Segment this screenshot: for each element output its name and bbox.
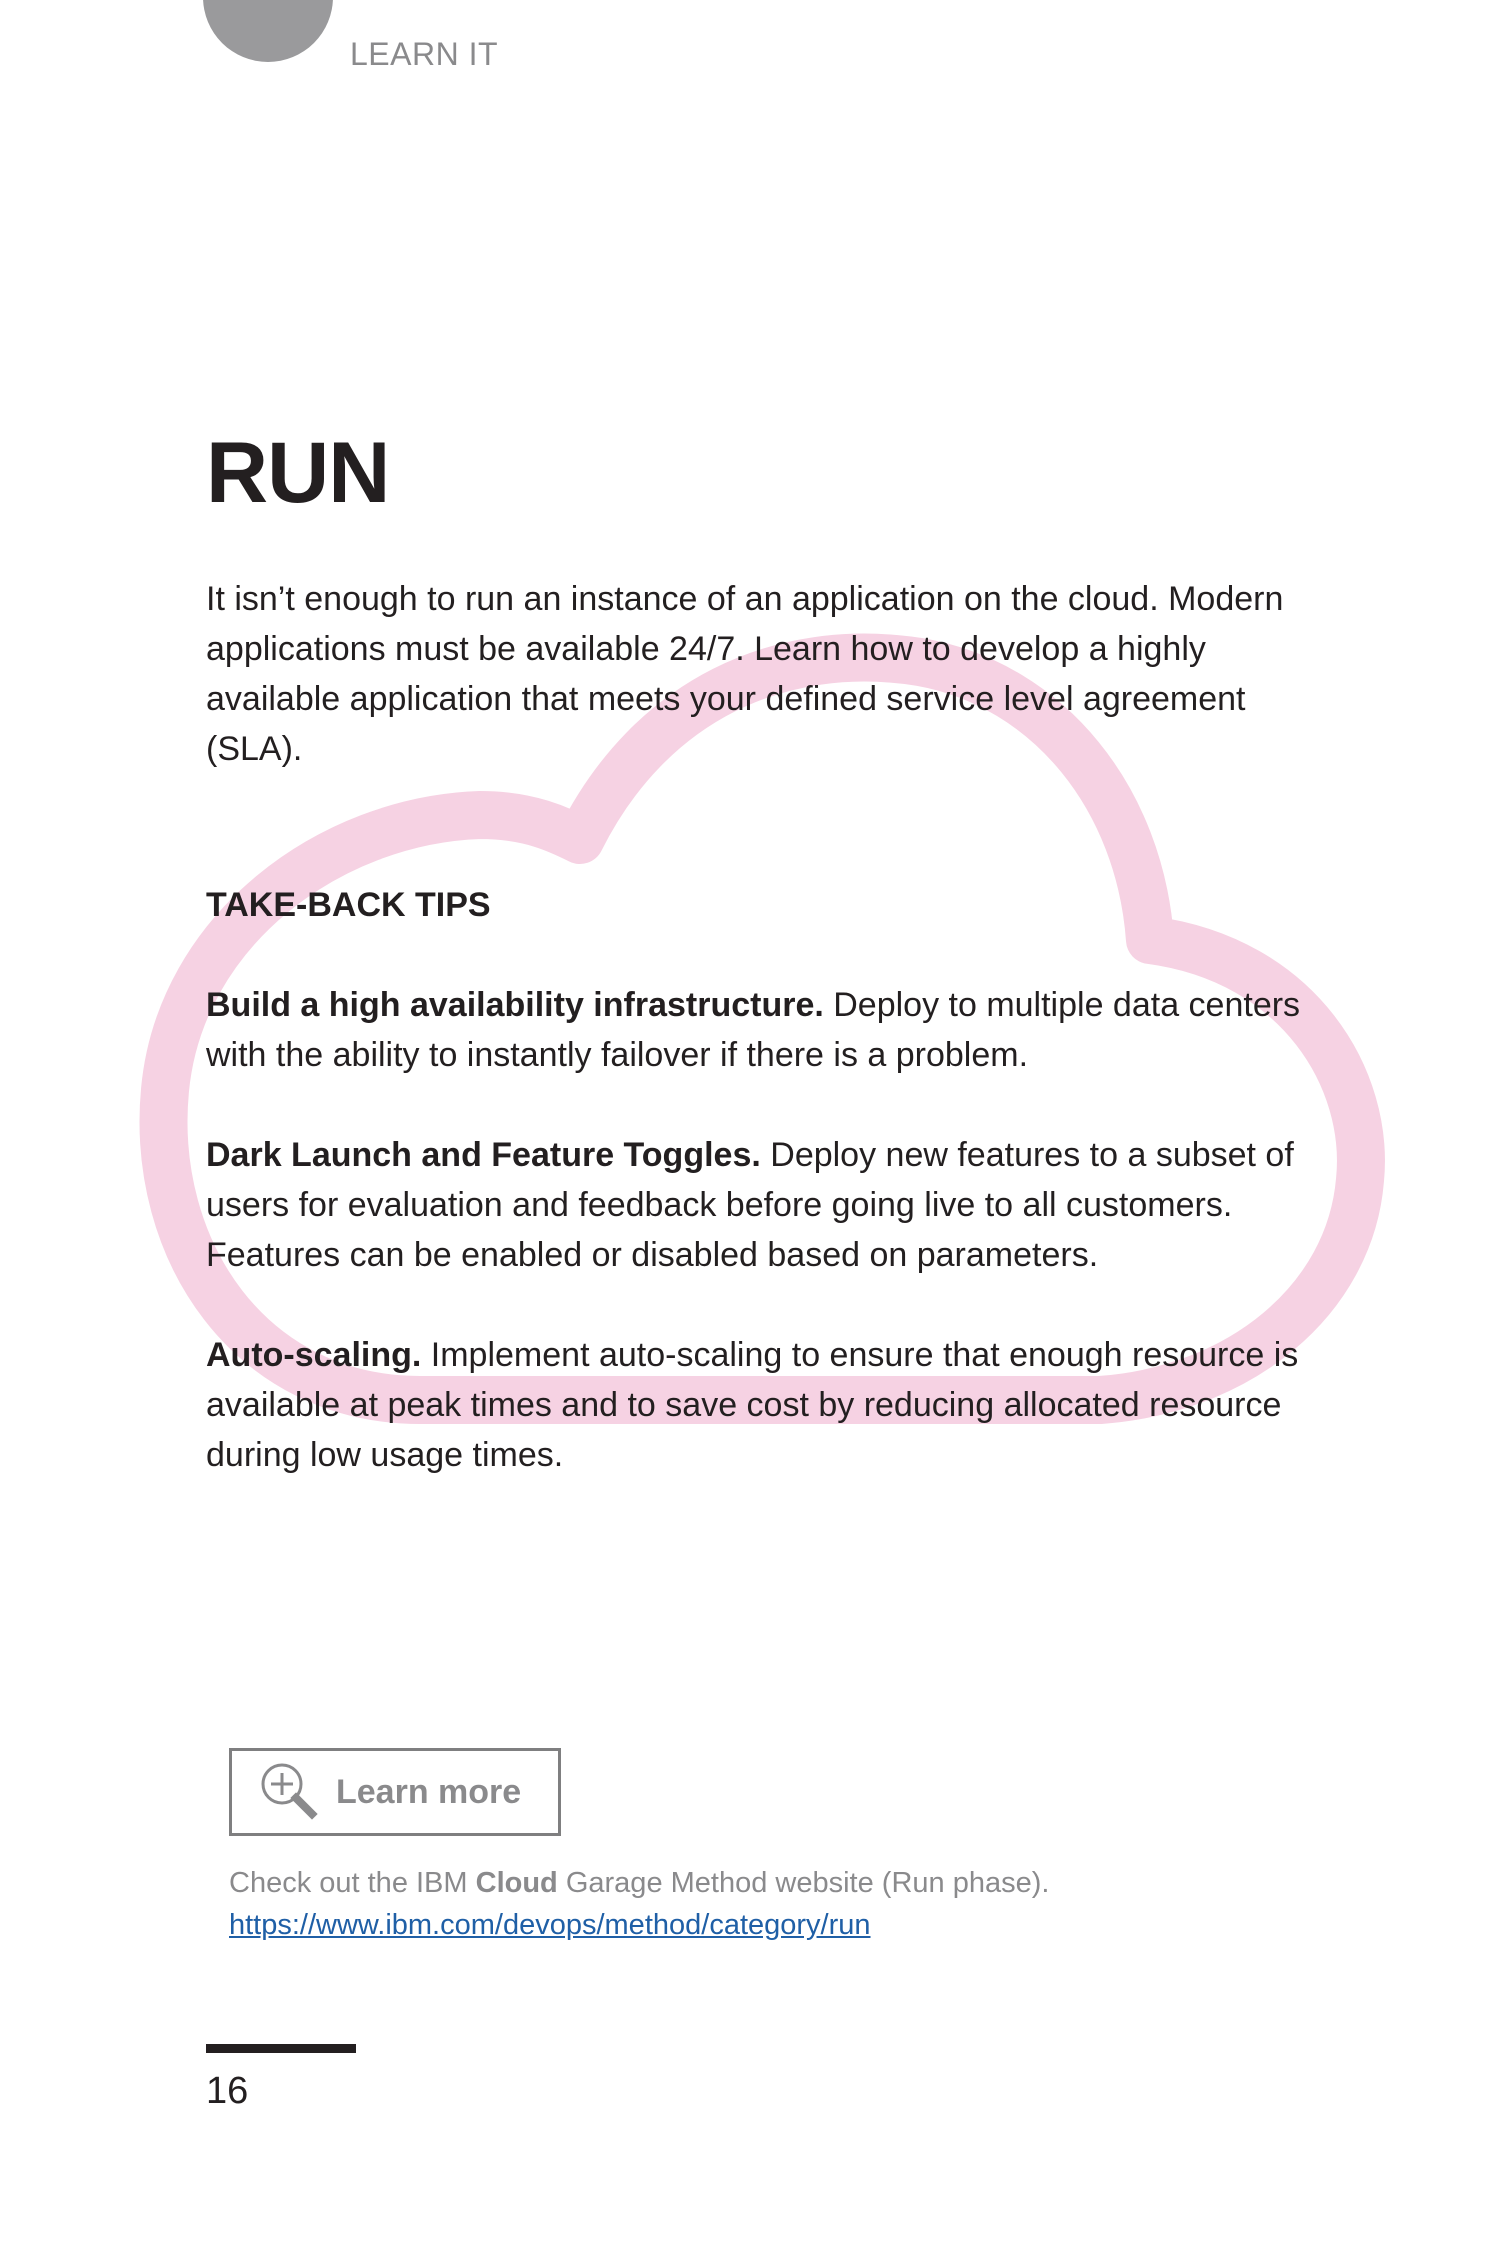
- page-number: 16: [206, 2070, 249, 2112]
- tip-title: Dark Launch and Feature Toggles.: [206, 1136, 761, 1174]
- page-title: RUN: [206, 425, 390, 521]
- footer-rule: [206, 2044, 356, 2053]
- reference-suffix: Garage Method website (Run phase).: [557, 1867, 1050, 1899]
- tip-item: [206, 1130, 1306, 1280]
- reference-link[interactable]: https://www.ibm.com/devops/method/category/run: [229, 1909, 871, 1941]
- tip-title: Auto-scaling.: [206, 1336, 422, 1374]
- reference-text: [229, 1862, 1049, 1904]
- section-label: LEARN IT: [350, 36, 499, 72]
- section-marker-circle: [203, 0, 333, 62]
- reference-brand: Cloud: [475, 1867, 558, 1899]
- tips-heading: TAKE-BACK TIPS: [206, 886, 491, 924]
- tip-text: Deploy new features to a subset of users for evaluation and feedback before going live to all customers. Features can be enabled or disabled based on parameters.: [206, 1136, 1294, 1274]
- tip-item: [206, 980, 1306, 1080]
- tip-item: [206, 1330, 1306, 1480]
- tip-title: Build a high availability infrastructure.: [206, 986, 824, 1024]
- tip-text: Deploy to multiple data centers with the ability to instantly failover if there is a problem.: [206, 986, 1301, 1074]
- reference-prefix: Check out the IBM: [229, 1867, 476, 1899]
- learn-more-button[interactable]: [229, 1748, 561, 1836]
- intro-paragraph: It isn’t enough to run an instance of an application on the cloud. Modern applications must be available 24/7. Learn how to develop a highly available application that meets your defined service level agreement (SLA).: [206, 580, 1284, 768]
- tip-text: Implement auto-scaling to ensure that enough resource is available at peak times and to save cost by reducing allocated resource during low usage times.: [206, 1336, 1299, 1474]
- learn-more-label: Learn more: [336, 1772, 522, 1811]
- zoom-in-icon: [256, 1758, 324, 1826]
- main-content: [206, 425, 1306, 1530]
